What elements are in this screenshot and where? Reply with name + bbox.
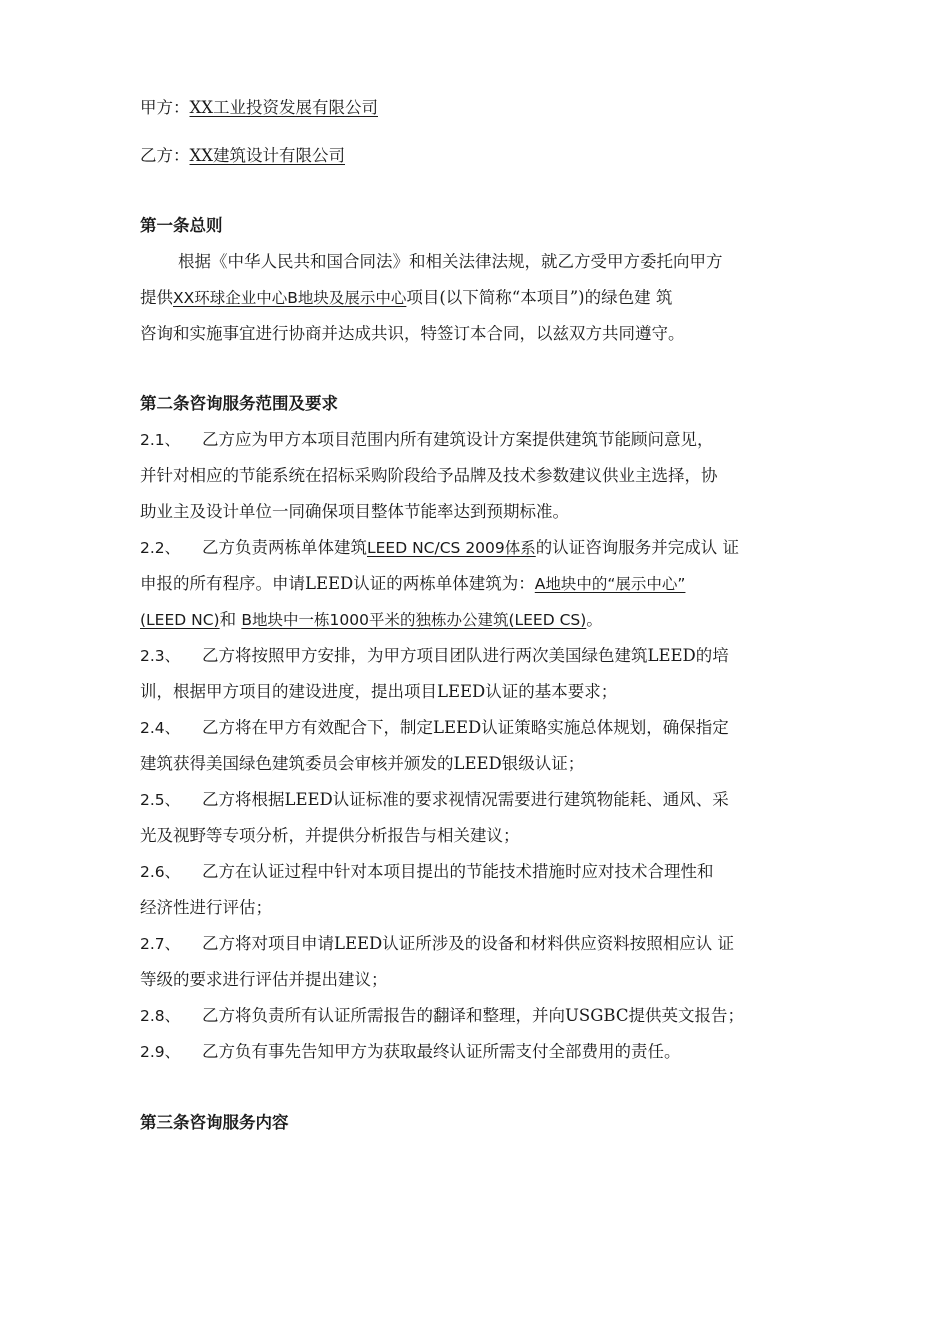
article-1-paragraph (140, 250, 816, 346)
building-b-name: B地块中一栋1000平米的独栋办公建筑(LEED CS) (241, 611, 587, 629)
party-a-line (140, 96, 816, 120)
article-2-title: 第二条咨询服务范围及要求 (140, 394, 338, 413)
clause-number: 2.1、 (140, 431, 181, 449)
clause-2-3 (140, 644, 816, 704)
clause-number: 2.6、 (140, 863, 181, 881)
party-b-label: 乙方： (140, 146, 190, 165)
clause-text: 乙方将对项目申请LEED认证所涉及的设备和材料供应资料按照相应认 证 (202, 934, 735, 953)
clause-text: 乙方应为甲方本项目范围内所有建筑设计方案提供建筑节能顾问意见， (202, 430, 714, 449)
clause-text: 乙方在认证过程中针对本项目提出的节能技术措施时应对技术合理性和 (202, 862, 714, 881)
leed-system-name: LEED NC/CS 2009体系 (367, 539, 536, 557)
clause-text: 经济性进行评估； (140, 898, 272, 917)
clause-text: 。 (586, 610, 603, 629)
clause-text: 乙方将根据LEED认证标准的要求视情况需要进行建筑物能耗、通风、采 (202, 790, 729, 809)
clause-number: 2.4、 (140, 719, 181, 737)
clause-text: 的认证咨询服务并完成认 证 (535, 538, 740, 557)
clause-text: 训，根据甲方项目的建设进度，提出项目LEED认证的基本要求； (140, 682, 618, 701)
clause-number: 2.2、 (140, 539, 181, 557)
article-1-line-2 (140, 286, 816, 310)
clause-number: 2.3、 (140, 647, 181, 665)
party-a-label: 甲方： (140, 98, 190, 117)
clause-text: 乙方负有事先告知甲方为获取最终认证所需支付全部费用的责任。 (202, 1042, 681, 1061)
clause-2-4 (140, 716, 816, 776)
article-3-title: 第三条咨询服务内容 (140, 1113, 289, 1132)
project-name: XX环球企业中心B地块及展示中心 (173, 289, 407, 307)
building-a-rating: (LEED NC) (140, 611, 220, 629)
article-1-line-2-pre: 提供 (140, 288, 173, 307)
contract-page (140, 96, 816, 1135)
clause-text: 建筑获得美国绿色建筑委员会审核并颁发的LEED银级认证； (140, 754, 585, 773)
clause-text: 并针对相应的节能系统在招标采购阶段给予品牌及技术参数建议供业主选择，协 (140, 466, 718, 485)
article-1-line-1: 根据《中华人民共和国合同法》和相关法律法规，就乙方受甲方委托向甲方 (178, 252, 723, 271)
clause-text: 等级的要求进行评估并提出建议； (140, 970, 388, 989)
clause-text: 乙方将按照甲方安排，为甲方项目团队进行两次美国绿色建筑LEED的培 (202, 646, 729, 665)
clause-text: 和 (219, 610, 242, 629)
clause-text: 乙方将负责所有认证所需报告的翻译和整理，并向USGBC提供英文报告； (202, 1006, 744, 1025)
clause-2-2 (140, 536, 816, 632)
article-1-line-2-post: 项目(以下简称“本项目”)的绿色建 筑 (406, 288, 673, 307)
clause-2-7 (140, 932, 816, 992)
clause-text: 光及视野等专项分析，并提供分析报告与相关建议； (140, 826, 520, 845)
article-1-title: 第一条总则 (140, 216, 223, 235)
party-a-name: XX工业投资发展有限公司 (189, 98, 378, 117)
article-1-line-3: 咨询和实施事宜进行协商并达成共识，特签订本合同，以兹双方共同遵守。 (140, 324, 685, 343)
clause-2-9 (140, 1040, 816, 1064)
building-a-name: A地块中的“展示中心” (534, 575, 686, 593)
clause-text: 申报的所有程序。申请LEED认证的两栋单体建筑为： (140, 574, 535, 593)
party-b-line (140, 144, 816, 168)
clause-number: 2.7、 (140, 935, 181, 953)
clause-text: 助业主及设计单位一同确保项目整体节能率达到预期标准。 (140, 502, 569, 521)
clause-number: 2.8、 (140, 1007, 181, 1025)
clause-2-5 (140, 788, 816, 848)
clause-number: 2.5、 (140, 791, 181, 809)
clause-2-1 (140, 428, 816, 524)
party-b-name: XX建筑设计有限公司 (189, 146, 345, 165)
clause-2-8 (140, 1004, 816, 1028)
clause-text: 乙方将在甲方有效配合下，制定LEED认证策略实施总体规划，确保指定 (202, 718, 729, 737)
clause-2-6 (140, 860, 816, 920)
clause-text: 乙方负责两栋单体建筑 (202, 538, 367, 557)
clause-number: 2.9、 (140, 1043, 181, 1061)
